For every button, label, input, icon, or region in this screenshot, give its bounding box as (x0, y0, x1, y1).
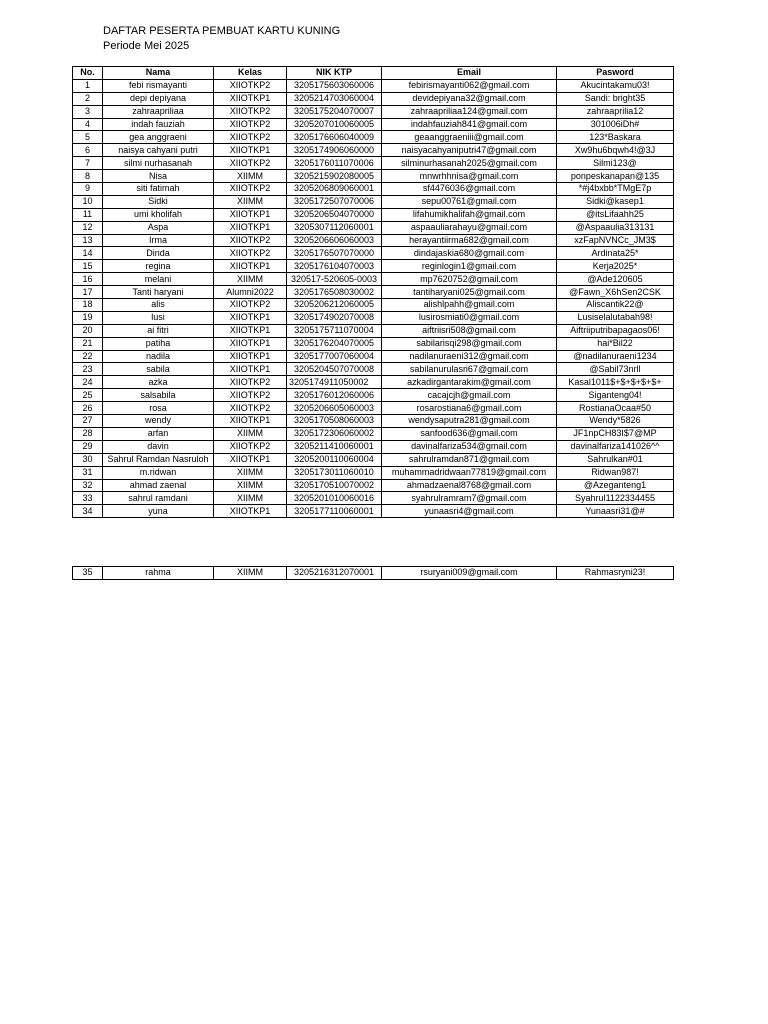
cell-nik-ktp: 3205307112060001 (287, 221, 382, 234)
table-row (73, 170, 674, 183)
document-subtitle: Periode Mei 2025 (103, 40, 190, 52)
cell-no: 25 (73, 389, 103, 402)
cell-pasword: 301006iDh# (557, 118, 674, 131)
cell-no: 14 (73, 247, 103, 260)
cell-email: rsuryani009@gmail.com (382, 567, 557, 580)
cell-nama: ahmad zaenal (103, 479, 214, 492)
cell-pasword: hai*Bil22 (557, 337, 674, 350)
cell-email: ahmadzaenal8768@gmail.com (382, 479, 557, 492)
cell-no: 4 (73, 118, 103, 131)
cell-pasword: xzFapNVNCc_JM3$ (557, 234, 674, 247)
cell-nik-ktp: 3205206504070000 (287, 208, 382, 221)
table-row (73, 234, 674, 247)
cell-email: azkadirgantarakim@gmail.com (382, 376, 557, 389)
cell-nik-ktp: 3205207010060005 (287, 118, 382, 131)
cell-kelas: XIIOTKP2 (214, 118, 287, 131)
cell-email: geaanggraeniii@gmail.com (382, 131, 557, 144)
cell-email: febirismayanti062@gmail.com (382, 79, 557, 92)
cell-nama: rosa (103, 402, 214, 415)
cell-pasword: @Ade120605 (557, 273, 674, 286)
cell-pasword: Sahrulkan#01 (557, 453, 674, 466)
cell-pasword: Sidki@kasep1 (557, 195, 674, 208)
cell-kelas: XIIOTKP1 (214, 453, 287, 466)
table-row (73, 221, 674, 234)
table-row (73, 440, 674, 453)
table-row (73, 415, 674, 428)
cell-no: 1 (73, 79, 103, 92)
cell-nik-ktp: 3205214703060004 (287, 92, 382, 105)
cell-email: zahraapriliaa124@gmail.com (382, 105, 557, 118)
cell-no: 29 (73, 440, 103, 453)
table-row (73, 479, 674, 492)
cell-nik-ktp: 3205201010060016 (287, 492, 382, 505)
cell-kelas: XIIOTKP2 (214, 389, 287, 402)
cell-email: sf4476036@gmail.com (382, 183, 557, 196)
cell-kelas: XIIOTKP1 (214, 350, 287, 363)
cell-email: devidepiyana32@gmail.com (382, 92, 557, 105)
cell-email: sabilarisqi298@gmail.com (382, 337, 557, 350)
table-row (73, 131, 674, 144)
cell-nama: Tanti haryani (103, 286, 214, 299)
table-row (73, 105, 674, 118)
cell-nama: sahrul ramdani (103, 492, 214, 505)
cell-nama: davin (103, 440, 214, 453)
table-row (73, 402, 674, 415)
document-title: DAFTAR PESERTA PEMBUAT KARTU KUNING (103, 25, 341, 37)
cell-nama: febi rismayanti (103, 79, 214, 92)
cell-nama: gea anggraeni (103, 131, 214, 144)
cell-email: alishlpahh@gmail.com (382, 299, 557, 312)
table-row (73, 144, 674, 157)
cell-nama: wendy (103, 415, 214, 428)
cell-email: lusirosmiati0@gmail.com (382, 311, 557, 324)
cell-email: yunaasri4@gmail.com (382, 505, 557, 518)
cell-no: 33 (73, 492, 103, 505)
table-row (73, 260, 674, 273)
cell-email: herayantiirma682@gmail.com (382, 234, 557, 247)
cell-nik-ktp: 3205206605060003 (287, 402, 382, 415)
cell-nama: azka (103, 376, 214, 389)
cell-kelas: XIIOTKP2 (214, 183, 287, 196)
column-header-nama: Nama (103, 67, 214, 80)
cell-nik-ktp: 3205177110060001 (287, 505, 382, 518)
column-header-kelas: Kelas (214, 67, 287, 80)
cell-nik-ktp: 3205173011060010 (287, 466, 382, 479)
cell-kelas: XIIOTKP1 (214, 311, 287, 324)
cell-kelas: XIIOTKP1 (214, 363, 287, 376)
table-row (73, 427, 674, 440)
cell-nama: patiha (103, 337, 214, 350)
cell-pasword: Ridwan987! (557, 466, 674, 479)
cell-kelas: XIIMM (214, 427, 287, 440)
cell-nama: siti fatimah (103, 183, 214, 196)
table-row (73, 350, 674, 363)
table-row (73, 286, 674, 299)
cell-pasword: ponpeskanapan@135 (557, 170, 674, 183)
cell-no: 28 (73, 427, 103, 440)
document-header (103, 24, 340, 54)
cell-nama: Dinda (103, 247, 214, 260)
cell-nama: yuna (103, 505, 214, 518)
cell-pasword: davinalfariza141026^^ (557, 440, 674, 453)
cell-email: dindajaskia680@gmail.com (382, 247, 557, 260)
cell-pasword: Wendy*5826 (557, 415, 674, 428)
cell-nik-ktp: 3205176204070005 (287, 337, 382, 350)
cell-kelas: XIIOTKP2 (214, 157, 287, 170)
cell-nama: umi kholifah (103, 208, 214, 221)
cell-nik-ktp: 320517-520605-0003 (287, 273, 382, 286)
cell-nama: arfan (103, 427, 214, 440)
table-row (73, 466, 674, 479)
table-row (73, 311, 674, 324)
table-row (73, 567, 674, 580)
cell-email: sepu00761@gmail.com (382, 195, 557, 208)
cell-no: 18 (73, 299, 103, 312)
cell-kelas: XIIMM (214, 567, 287, 580)
cell-email: mnwrhhnisa@gmail.com (382, 170, 557, 183)
cell-nama: Irma (103, 234, 214, 247)
cell-no: 7 (73, 157, 103, 170)
cell-nik-ktp: 3205176508030002 (287, 286, 382, 299)
cell-pasword: Aliscantik22@ (557, 299, 674, 312)
cell-kelas: XIIOTKP1 (214, 208, 287, 221)
cell-pasword: Ardinata25* (557, 247, 674, 260)
cell-no: 19 (73, 311, 103, 324)
cell-no: 5 (73, 131, 103, 144)
cell-nik-ktp: 3205216312070001 (287, 567, 382, 580)
cell-email: naisyacahyaniputri47@gmail.com (382, 144, 557, 157)
cell-nik-ktp: 3205175603060006 (287, 79, 382, 92)
cell-nik-ktp: 3205174906060000 (287, 144, 382, 157)
cell-nik-ktp: 3205174902070008 (287, 311, 382, 324)
cell-kelas: XIIMM (214, 466, 287, 479)
cell-nama: lusi (103, 311, 214, 324)
cell-nama: Sahrul Ramdan Nasruloh (103, 453, 214, 466)
cell-email: mp7620752@gmail.com (382, 273, 557, 286)
column-header-pasword: Pasword (557, 67, 674, 80)
cell-pasword: Aiftriiputribapagaos06! (557, 324, 674, 337)
cell-pasword: Syahrul1122334455 (557, 492, 674, 505)
cell-pasword: @itsLifaahh25 (557, 208, 674, 221)
cell-pasword: *#j4bxbb*TMgE7p (557, 183, 674, 196)
cell-nik-ktp: 3205172306060002 (287, 427, 382, 440)
participants-extra-table (72, 566, 674, 580)
cell-nama: nadila (103, 350, 214, 363)
cell-no: 32 (73, 479, 103, 492)
cell-nama: Sidki (103, 195, 214, 208)
cell-kelas: XIIOTKP2 (214, 376, 287, 389)
cell-kelas: XIIOTKP2 (214, 247, 287, 260)
cell-no: 9 (73, 183, 103, 196)
cell-nama: depi depiyana (103, 92, 214, 105)
cell-pasword: Siganteng04! (557, 389, 674, 402)
cell-nik-ktp: 3205172507070006 (287, 195, 382, 208)
cell-email: sabilanurulasri67@gmail.com (382, 363, 557, 376)
column-header-nik-ktp: NIK KTP (287, 67, 382, 80)
cell-email: cacajcjh@gmail.com (382, 389, 557, 402)
cell-pasword: JF1npCH83I$7@MP (557, 427, 674, 440)
cell-email: indahfauziah841@gmail.com (382, 118, 557, 131)
cell-nama: indah fauziah (103, 118, 214, 131)
cell-nik-ktp: 3205176606040009 (287, 131, 382, 144)
table-row (73, 195, 674, 208)
cell-nik-ktp: 3205206809060001 (287, 183, 382, 196)
cell-email: lifahumikhalifah@gmail.com (382, 208, 557, 221)
cell-kelas: XIIMM (214, 492, 287, 505)
cell-no: 10 (73, 195, 103, 208)
cell-email: wendysaputra281@gmail.com (382, 415, 557, 428)
cell-kelas: XIIOTKP2 (214, 440, 287, 453)
cell-nama: alis (103, 299, 214, 312)
extra-table-body (73, 567, 674, 580)
cell-nama: Nisa (103, 170, 214, 183)
cell-pasword: Silmi123@ (557, 157, 674, 170)
cell-no: 6 (73, 144, 103, 157)
cell-nik-ktp: 3205176507070000 (287, 247, 382, 260)
cell-no: 21 (73, 337, 103, 350)
cell-kelas: XIIMM (214, 273, 287, 286)
cell-email: nadilanuraeni312@gmail.com (382, 350, 557, 363)
cell-email: silminurhasanah2025@gmail.com (382, 157, 557, 170)
table-row (73, 79, 674, 92)
cell-pasword: Lusiselalutabah98! (557, 311, 674, 324)
cell-no: 34 (73, 505, 103, 518)
table-row (73, 492, 674, 505)
cell-nama: Aspa (103, 221, 214, 234)
table-row (73, 376, 674, 389)
table-header-row (73, 67, 674, 80)
cell-pasword: Xw9hu6bqwh4!@3J (557, 144, 674, 157)
cell-no: 13 (73, 234, 103, 247)
cell-email: aspaauliarahayu@gmail.com (382, 221, 557, 234)
cell-email: syahrulramram7@gmail.com (382, 492, 557, 505)
column-header-no: No. (73, 67, 103, 80)
cell-nik-ktp: 3205200110060004 (287, 453, 382, 466)
cell-kelas: XIIOTKP1 (214, 415, 287, 428)
cell-no: 35 (73, 567, 103, 580)
cell-no: 3 (73, 105, 103, 118)
cell-kelas: XIIOTKP2 (214, 234, 287, 247)
table-row (73, 92, 674, 105)
cell-no: 8 (73, 170, 103, 183)
cell-nik-ktp: 3205170510070002 (287, 479, 382, 492)
cell-no: 20 (73, 324, 103, 337)
cell-kelas: XIIOTKP2 (214, 299, 287, 312)
cell-pasword: @Azeganteng1 (557, 479, 674, 492)
cell-kelas: XIIMM (214, 195, 287, 208)
cell-nama: zahraapriliaa (103, 105, 214, 118)
cell-kelas: XIIOTKP1 (214, 337, 287, 350)
table-row (73, 247, 674, 260)
cell-nama: ai fitri (103, 324, 214, 337)
table-row (73, 118, 674, 131)
cell-email: davinalfariza534@gmail.com (382, 440, 557, 453)
cell-kelas: Alumni2022 (214, 286, 287, 299)
cell-nik-ktp: 3205206606060003 (287, 234, 382, 247)
cell-no: 27 (73, 415, 103, 428)
cell-nik-ktp: 3205215902080005 (287, 170, 382, 183)
cell-no: 16 (73, 273, 103, 286)
cell-kelas: XIIOTKP1 (214, 324, 287, 337)
table-row (73, 363, 674, 376)
cell-nik-ktp: 3205211410060001 (287, 440, 382, 453)
cell-nama: m.ridwan (103, 466, 214, 479)
cell-pasword: Kerja2025* (557, 260, 674, 273)
table-row (73, 208, 674, 221)
cell-pasword: Akucintakamu03! (557, 79, 674, 92)
cell-pasword: 123*Baskara (557, 131, 674, 144)
cell-pasword: @Sabil73nrll (557, 363, 674, 376)
participants-table (72, 66, 674, 518)
table-row (73, 324, 674, 337)
cell-nama: sabila (103, 363, 214, 376)
cell-kelas: XIIMM (214, 170, 287, 183)
cell-nama: salsabila (103, 389, 214, 402)
cell-nik-ktp: 3205204507070008 (287, 363, 382, 376)
cell-kelas: XIIOTKP1 (214, 260, 287, 273)
cell-pasword: Yunaasri31@# (557, 505, 674, 518)
cell-email: muhammadridwaan77819@gmail.com (382, 466, 557, 479)
cell-kelas: XIIOTKP1 (214, 505, 287, 518)
cell-nik-ktp: 3205175204070007 (287, 105, 382, 118)
cell-nama: melani (103, 273, 214, 286)
cell-pasword: zahraaprilia12 (557, 105, 674, 118)
cell-nama: naisya cahyani putri (103, 144, 214, 157)
cell-nama: silmi nurhasanah (103, 157, 214, 170)
cell-pasword: @nadilanuraeni1234 (557, 350, 674, 363)
cell-kelas: XIIMM (214, 479, 287, 492)
cell-email: aiftriisri508@gmail.com (382, 324, 557, 337)
cell-nik-ktp: 3205177007060004 (287, 350, 382, 363)
cell-email: reginlogin1@gmail.com (382, 260, 557, 273)
cell-pasword: Sandi: bright35 (557, 92, 674, 105)
cell-no: 26 (73, 402, 103, 415)
cell-no: 23 (73, 363, 103, 376)
table-row (73, 157, 674, 170)
cell-kelas: XIIOTKP1 (214, 92, 287, 105)
cell-nik-ktp: 3205176104070003 (287, 260, 382, 273)
cell-nama: regina (103, 260, 214, 273)
table-row (73, 505, 674, 518)
cell-nik-ktp: 3205175711070004 (287, 324, 382, 337)
table-row (73, 337, 674, 350)
cell-kelas: XIIOTKP2 (214, 131, 287, 144)
cell-kelas: XIIOTKP2 (214, 79, 287, 92)
table-row (73, 183, 674, 196)
cell-pasword: @Fawn_X6hSen2CSK (557, 286, 674, 299)
cell-email: sahrulramdan871@gmail.com (382, 453, 557, 466)
cell-email: sanfood636@gmail.com (382, 427, 557, 440)
cell-pasword: @Aspaaulia313131 (557, 221, 674, 234)
cell-email: tantiharyani025@gmail.com (382, 286, 557, 299)
cell-nik-ktp: 3205176011070006 (287, 157, 382, 170)
table-body (73, 79, 674, 517)
cell-kelas: XIIOTKP2 (214, 105, 287, 118)
cell-nik-ktp: 3205170508060003 (287, 415, 382, 428)
cell-no: 2 (73, 92, 103, 105)
cell-pasword: RostianaOcaa#50 (557, 402, 674, 415)
cell-no: 11 (73, 208, 103, 221)
cell-pasword: Kasal1011$+$+$+$+$+ (557, 376, 674, 389)
table-row (73, 299, 674, 312)
cell-nama: rahma (103, 567, 214, 580)
table-row (73, 453, 674, 466)
cell-kelas: XIIOTKP1 (214, 144, 287, 157)
cell-kelas: XIIOTKP2 (214, 402, 287, 415)
cell-no: 24 (73, 376, 103, 389)
cell-nik-ktp: 3205174911050002 (287, 376, 382, 389)
cell-nik-ktp: 3205206212060005 (287, 299, 382, 312)
table-row (73, 273, 674, 286)
cell-no: 17 (73, 286, 103, 299)
cell-pasword: Rahmasryni23! (557, 567, 674, 580)
table-row (73, 389, 674, 402)
cell-no: 15 (73, 260, 103, 273)
cell-email: rosarostiana6@gmail.com (382, 402, 557, 415)
cell-no: 12 (73, 221, 103, 234)
cell-no: 22 (73, 350, 103, 363)
cell-kelas: XIIOTKP1 (214, 221, 287, 234)
cell-no: 31 (73, 466, 103, 479)
cell-no: 30 (73, 453, 103, 466)
cell-nik-ktp: 3205176012060006 (287, 389, 382, 402)
column-header-email: Email (382, 67, 557, 80)
